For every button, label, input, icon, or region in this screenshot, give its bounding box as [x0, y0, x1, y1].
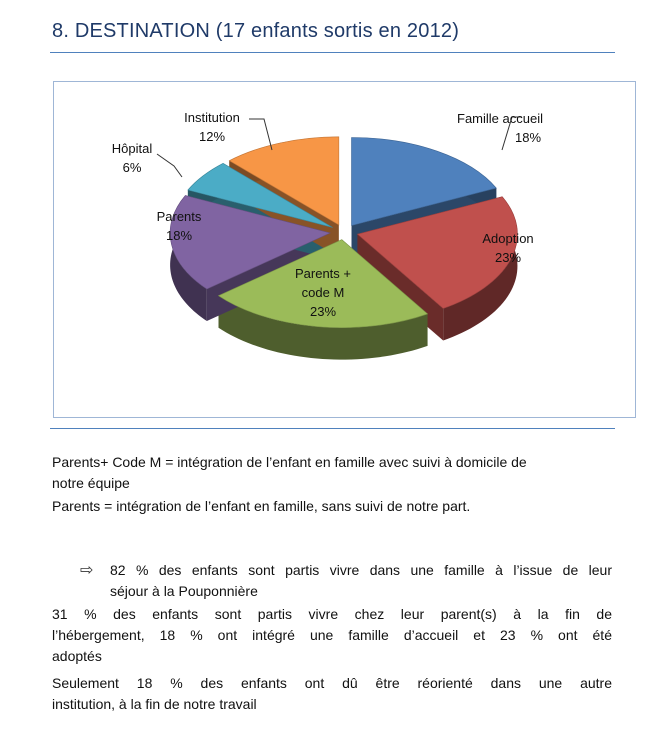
paragraph-line: adoptés — [52, 648, 102, 664]
label-parents-code-m: Parents + — [294, 266, 352, 281]
label-adoption: Adoption — [482, 231, 534, 246]
page-title: 8. DESTINATION (17 enfants sortis en 2012) — [52, 20, 460, 42]
bullet-line: 82 % des enfants sont partis vivre dans une famille à l’issue de leur — [110, 562, 612, 578]
title-rule — [50, 52, 615, 53]
label-adoption-pct: 23% — [494, 250, 522, 265]
note-line: notre équipe — [52, 475, 130, 491]
paragraph-18-pct — [52, 673, 612, 715]
label-institution: Institution — [184, 110, 240, 125]
paragraph-line: Seulement 18 % des enfants ont dû être réorienté dans une autre — [52, 675, 612, 691]
paragraph-31-pct — [52, 604, 612, 667]
pie-chart-frame — [53, 81, 636, 418]
chart-bottom-rule — [50, 428, 615, 429]
bullet-line: séjour à la Pouponnière — [110, 583, 258, 599]
label-hopital-pct: 6% — [122, 160, 142, 175]
paragraph-line: l’hébergement, 18 % ont intégré une famille d’accueil et 23 % ont été — [52, 627, 612, 643]
label-parents-pct: 18% — [165, 228, 193, 243]
bullet-text — [110, 560, 612, 602]
note-parents-code-m — [52, 452, 612, 494]
label-parents-code-m-pct: 23% — [309, 304, 337, 319]
leader-line-hopital — [157, 154, 182, 177]
paragraph-line: institution, à la fin de notre travail — [52, 696, 257, 712]
note-line: Parents+ Code M = intégration de l’enfant en famille avec suivi à domicile de — [52, 454, 527, 470]
label-famille-accueil: Famille accueil — [457, 111, 543, 126]
arrow-bullet-icon: ⇨ — [80, 562, 94, 579]
label-institution-pct: 12% — [198, 129, 226, 144]
note-parents: Parents = intégration de l’enfant en famille, sans suivi de notre part. — [52, 498, 471, 514]
label-famille-accueil-pct: 18% — [514, 130, 542, 145]
pie-chart — [54, 82, 635, 417]
paragraph-line: 31 % des enfants sont partis vivre chez leur parent(s) à la fin de — [52, 606, 612, 622]
label-parents: Parents — [156, 209, 202, 224]
label-hopital: Hôpital — [111, 141, 153, 156]
label-parents-code-m-2: code M — [301, 285, 345, 300]
